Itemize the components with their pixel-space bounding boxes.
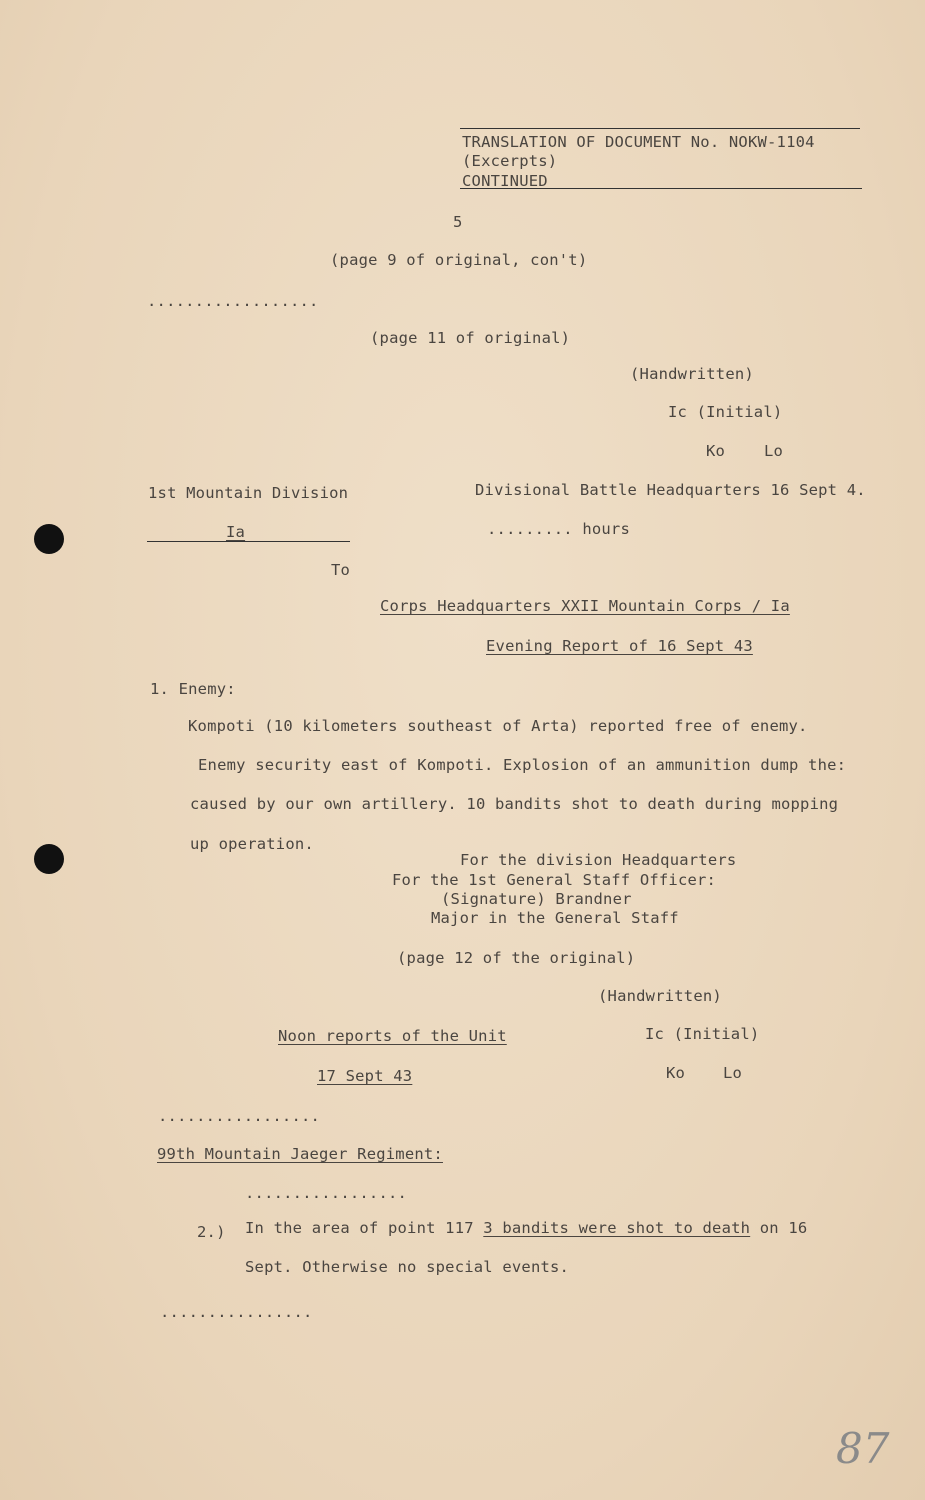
initials-ko: Ko <box>706 442 726 460</box>
header-excerpts: (Excerpts) <box>462 152 558 170</box>
item-2-text-pre: In the area of point 117 <box>245 1219 484 1237</box>
page-number: 5 <box>453 213 463 231</box>
page-9-note: (page 9 of original, con't) <box>330 251 588 269</box>
item-2-text-underlined: 3 bandits were shot to death <box>483 1219 751 1237</box>
signature-line-2: For the 1st General Staff Officer: <box>392 871 717 889</box>
hq-location-date: Divisional Battle Headquarters 16 Sept 4. <box>475 481 866 499</box>
regiment-heading: 99th Mountain Jaeger Regiment: <box>157 1145 443 1163</box>
ellipsis-divider-4: ................ <box>160 1303 313 1321</box>
initials-lo-2: Lo <box>723 1064 743 1082</box>
initials-ko-2: Ko <box>666 1064 686 1082</box>
handwritten-note: (Handwritten) <box>630 365 754 383</box>
noon-reports-date: 17 Sept 43 <box>317 1067 413 1085</box>
signature-line-3: (Signature) Brandner <box>441 890 632 908</box>
item-2-text-post: on 16 <box>750 1219 808 1237</box>
initial-note-2: Ic (Initial) <box>645 1025 760 1043</box>
report-hours: ......... hours <box>487 520 630 538</box>
punch-hole-bottom <box>34 844 64 874</box>
item-2-line-2: Sept. Otherwise no special events. <box>245 1258 570 1276</box>
punch-hole-top <box>34 524 64 554</box>
ellipsis-divider-3: ................. <box>245 1184 408 1202</box>
page-12-note: (page 12 of the original) <box>397 949 636 967</box>
header-bottom-rule <box>460 188 862 189</box>
header-top-rule <box>460 128 860 129</box>
header-continued: CONTINUED <box>462 172 548 190</box>
ellipsis-divider-2: ................. <box>158 1107 321 1125</box>
initials-lo: Lo <box>764 442 784 460</box>
signature-line-4: Major in the General Staff <box>431 909 679 927</box>
noon-reports-title: Noon reports of the Unit <box>278 1027 507 1045</box>
initial-note: Ic (Initial) <box>668 403 783 421</box>
sender-section: Ia <box>226 523 246 541</box>
ellipsis-divider: .................. <box>147 292 319 310</box>
signature-line-1: For the division Headquarters <box>460 851 737 869</box>
handwritten-note-2: (Handwritten) <box>598 987 722 1005</box>
header-title: TRANSLATION OF DOCUMENT No. NOKW-1104 <box>462 133 815 151</box>
page-11-note: (page 11 of original) <box>370 329 571 347</box>
sender-unit: 1st Mountain Division <box>148 484 349 502</box>
report-subject: Evening Report of 16 Sept 43 <box>486 637 753 655</box>
item-1-line-3: caused by our own artillery. 10 bandits shot to death during mopping <box>190 795 839 813</box>
item-2-number: 2.) <box>197 1223 226 1241</box>
item-1-line-4: up operation. <box>190 835 314 853</box>
handwritten-folio-number: 87 <box>836 1424 890 1473</box>
item-2-line-1 <box>245 1219 807 1237</box>
item-1-label: 1. Enemy: <box>150 680 236 698</box>
to-label: To <box>331 561 351 579</box>
item-1-line-2: Enemy security east of Kompoti. Explosion of an ammunition dump the: <box>198 756 847 774</box>
recipient: Corps Headquarters XXII Mountain Corps / Ia <box>380 597 790 615</box>
sender-rule <box>147 541 350 542</box>
item-1-line-1: Kompoti (10 kilometers southeast of Arta) reported free of enemy. <box>188 717 808 735</box>
